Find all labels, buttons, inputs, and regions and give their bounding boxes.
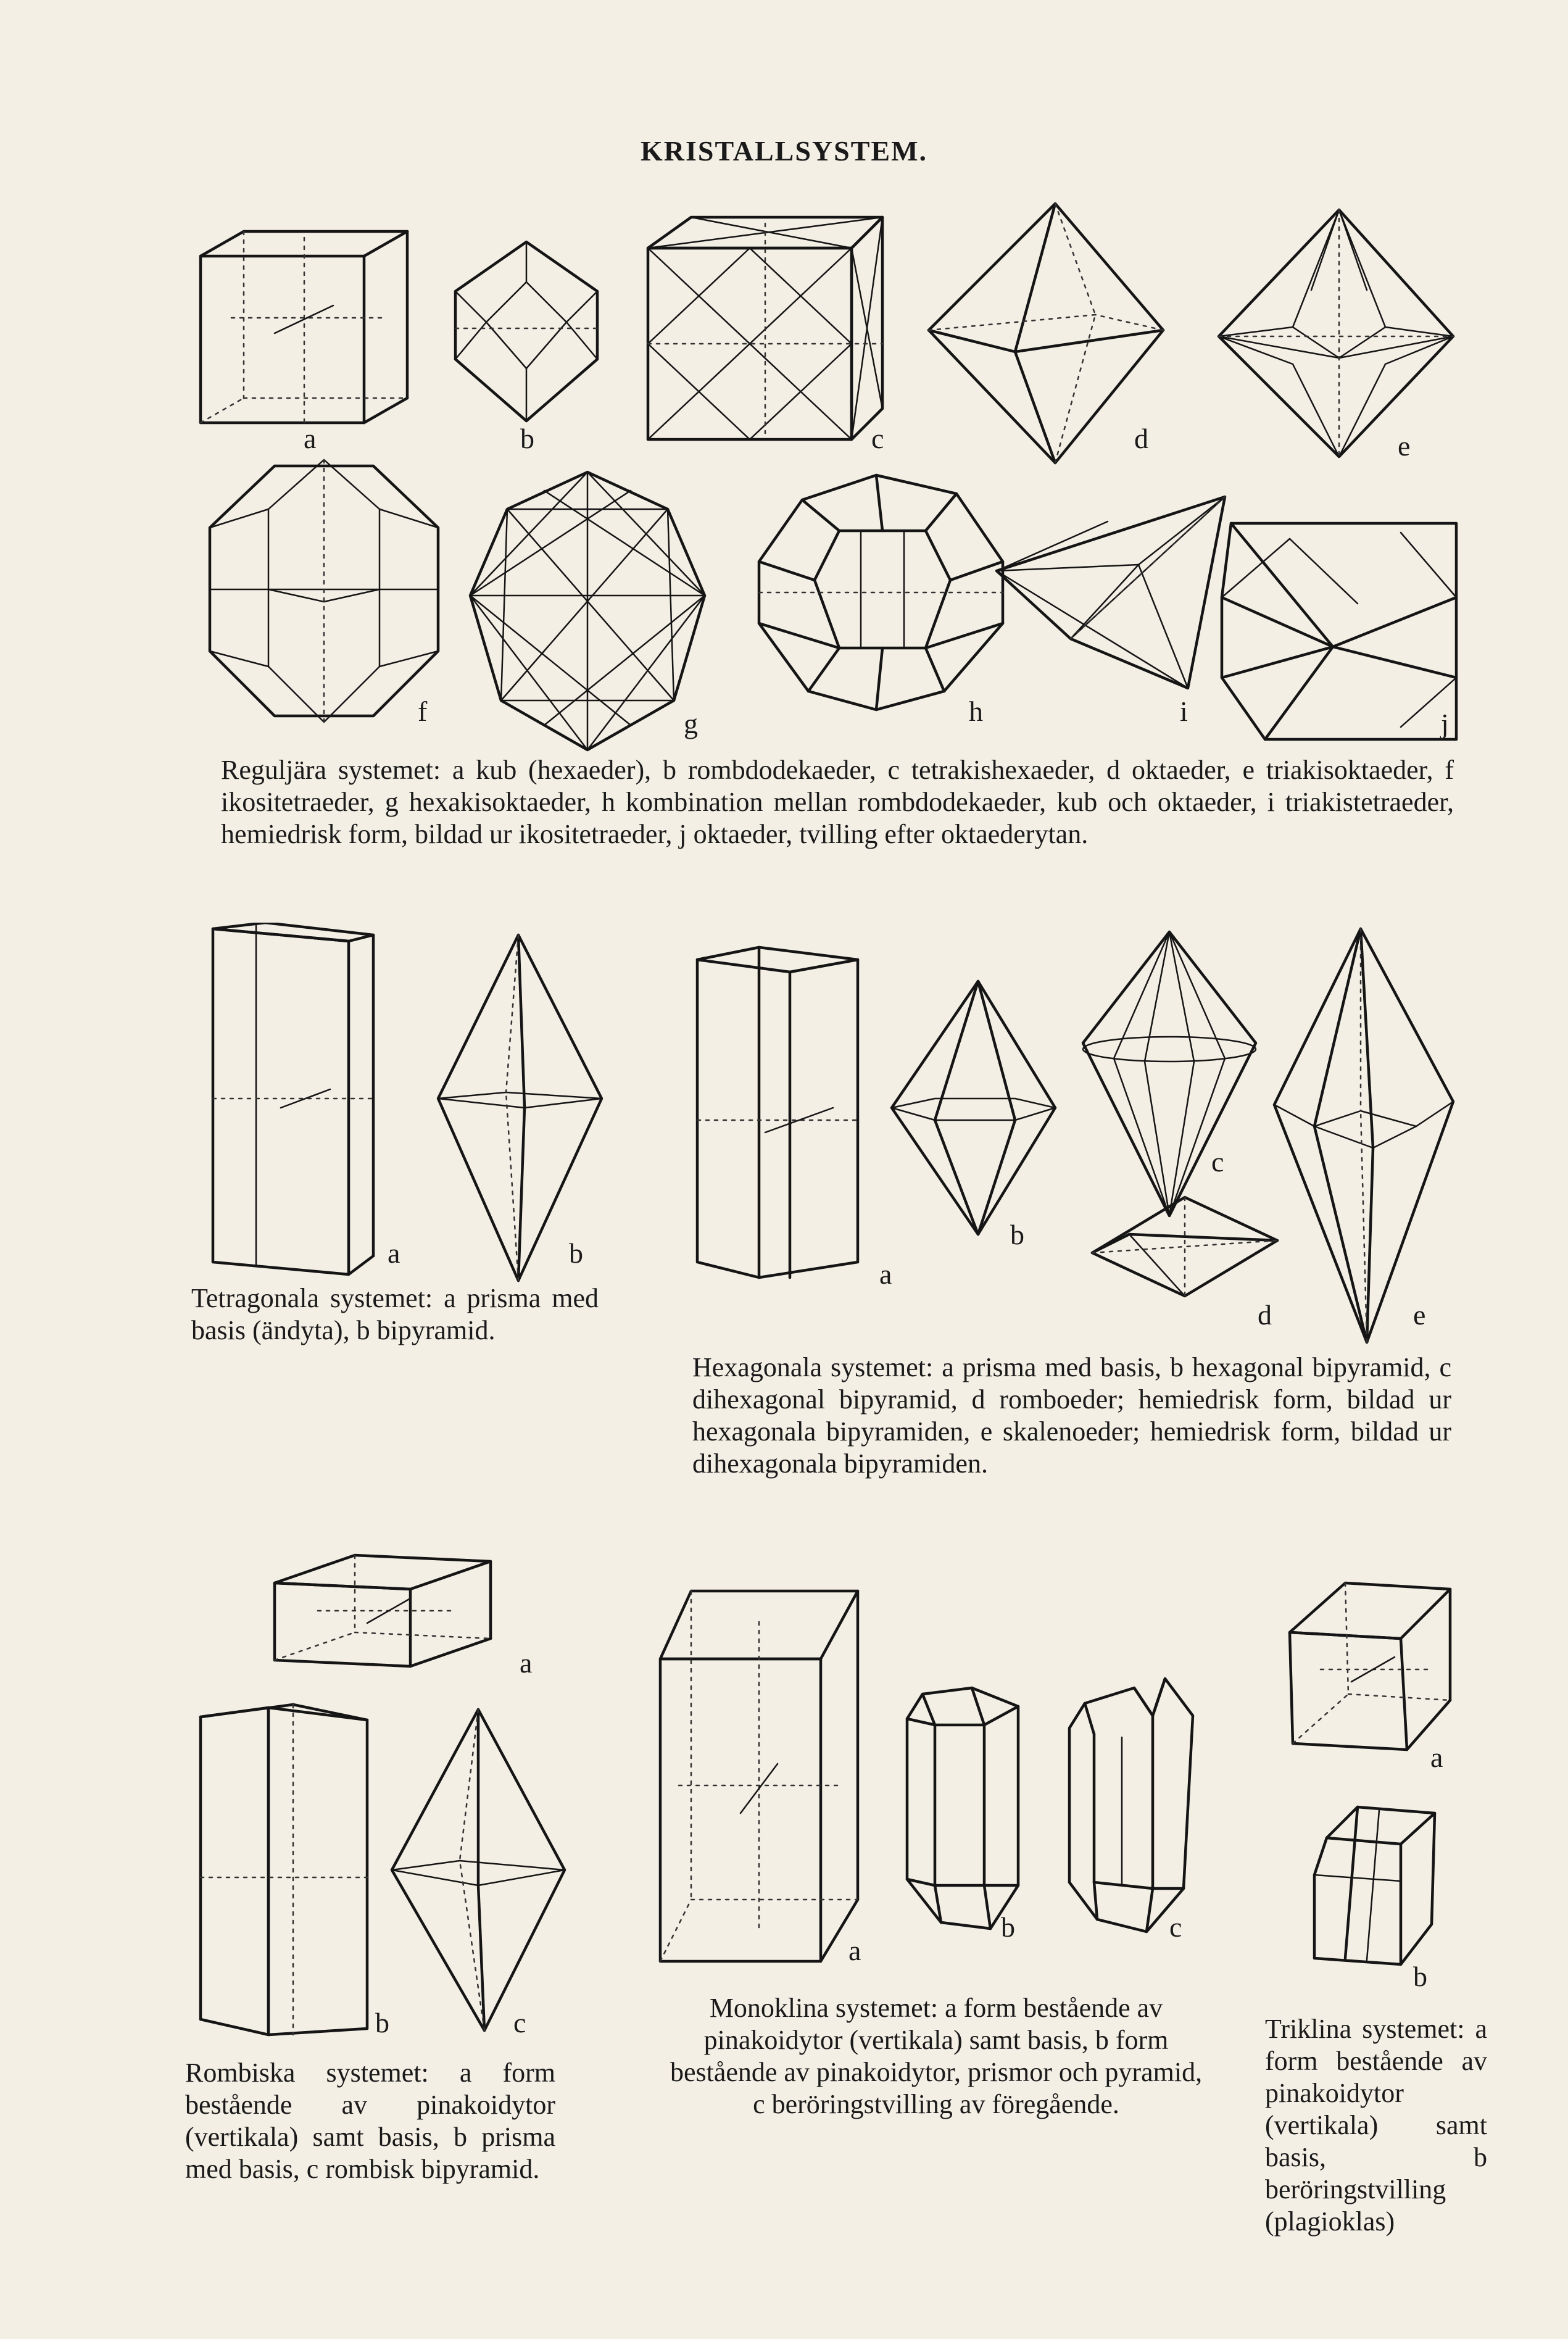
monoclinic-system-caption: Monoklina systemet: a form bestående av pinakoidytor (vertikala) samt basis, b form bestående av pinakoidytor, prismor och pyramid, c beröringstvilling av föregående. [670, 1993, 1203, 2119]
figure-regular-d-octahedron [923, 197, 1169, 469]
figure-label: a [879, 1258, 892, 1290]
figure-hexagonal-a-prism [691, 941, 864, 1287]
figure-label: b [1413, 1961, 1427, 1992]
figure-tetragonal-a-prism [207, 923, 376, 1281]
figure-hexagonal-b-bipyramid [886, 975, 1061, 1240]
figure-regular-i-triakistetrahedron [990, 491, 1231, 700]
figure-label: a [1430, 1742, 1443, 1773]
triclinic-system-caption: Triklina systemet: a form bestående av pinakoidytor (vertikala) samt basis, b beröringstvilling (plagioklas) [1265, 2014, 1487, 2237]
figure-label: b [375, 2007, 389, 2038]
figure-rhombic-b-prism [194, 1698, 373, 2044]
figure-hexagonal-d-rhombohedron [1086, 1191, 1284, 1302]
figure-label: b [1010, 1219, 1024, 1250]
figure-regular-h-combination [753, 469, 1012, 716]
figure-label: b [1001, 1911, 1015, 1943]
figure-label: a [848, 1935, 861, 1966]
figure-label: a [388, 1237, 400, 1269]
figure-rhombic-c-bipyramid [386, 1703, 571, 2037]
rhombic-system-caption: Rombiska systemet: a form bestående av pinakoidytor (vertikala) samt basis, b prisma med basis, c rombisk bipyramid. [185, 2058, 555, 2184]
figure-label: j [1441, 708, 1449, 739]
figure-label: f [418, 696, 428, 727]
page-title: KRISTALLSYSTEM. [640, 135, 927, 167]
figure-label: c [513, 2007, 526, 2038]
figure-regular-a-cube [194, 225, 417, 429]
figure-regular-g-hexakisoctahedron [464, 466, 711, 756]
figure-monoclinic-c-twin [1060, 1672, 1199, 1938]
figure-triclinic-a-form [1284, 1577, 1456, 1756]
figure-label: c [1169, 1911, 1182, 1943]
figure-label: g [684, 708, 698, 739]
figure-regular-f-icositetrahedron [201, 454, 447, 725]
figure-regular-j-octahedron-twin [1216, 517, 1462, 746]
figure-label: b [569, 1237, 583, 1269]
figure-tetragonal-b-bipyramid [432, 929, 608, 1287]
figure-triclinic-b-twin [1308, 1801, 1444, 1974]
figure-hexagonal-c-dihexagonal-bipyramid [1077, 926, 1262, 1222]
figure-hexagonal-e-scalenohedron [1268, 923, 1459, 1348]
figure-label: a [304, 423, 317, 454]
figure-label: d [1258, 1299, 1272, 1331]
figure-monoclinic-b-form [898, 1682, 1027, 1935]
figure-label: a [520, 1647, 533, 1679]
figure-regular-e-triakisoctahedron [1213, 204, 1459, 463]
figure-label: h [969, 696, 983, 727]
figure-rhombic-a-pinacoid-basis [268, 1549, 497, 1672]
figure-label: c [1211, 1146, 1224, 1178]
figure-regular-b-rhombic-dodecahedron [443, 236, 610, 427]
figure-label: c [871, 423, 884, 454]
tetragonal-system-caption: Tetragonala systemet: a prisma med basis (ändyta), b bipyramid. [191, 1283, 599, 1345]
figure-label: e [1413, 1299, 1426, 1331]
figure-label: i [1180, 696, 1188, 727]
figure-label: e [1398, 430, 1411, 462]
figure-label: b [520, 423, 534, 454]
figure-regular-c-tetrakishexahedron [642, 211, 889, 446]
figure-monoclinic-a-form [654, 1585, 864, 1967]
regular-system-caption: Reguljära systemet: a kub (hexaeder), b rombdodekaeder, c tetrakishexaeder, d oktaeder, e triakisoktaeder, f ikositetraeder, g hexakisoktaeder, h kombination mellan rombdodekaeder, kub och oktaeder, i triakistetraeder, hemiedrisk form, bildad ur ikositetraeder, j oktaeder, tvilling efter oktaederytan. [221, 755, 1454, 849]
figure-label: d [1134, 423, 1148, 454]
hexagonal-system-caption: Hexagonala systemet: a prisma med basis, b hexagonal bipyramid, c dihexagonal bipyramid, d romboeder; hemiedrisk form, bildad ur hexagonala bipyramiden, e skalenoeder; hemiedrisk form, bildad ur dihexagonala bipyramiden. [692, 1352, 1451, 1479]
